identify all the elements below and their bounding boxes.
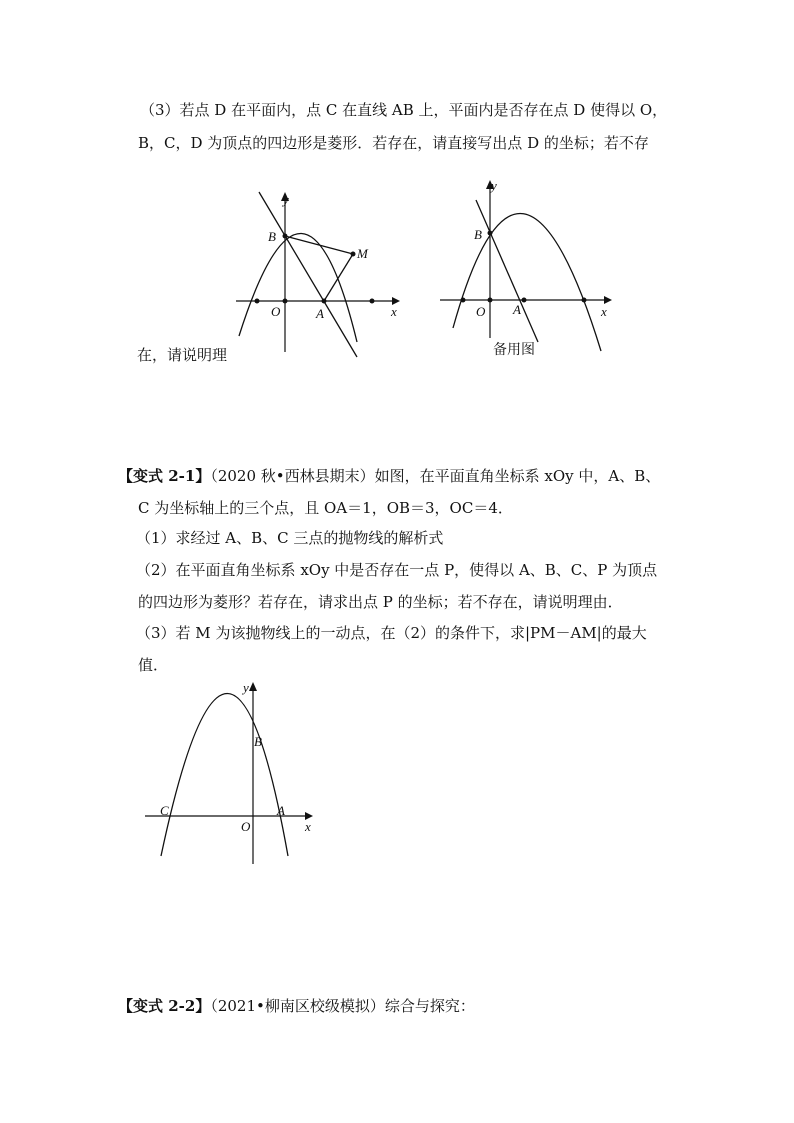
label-x: x [305,819,311,834]
variant21-q2a: （2）在平面直角坐标系 xOy 中是否存在一点 P，使得以 A、B、C、P 为顶点 [136,561,658,579]
label-b: B [474,227,482,242]
point-a [322,299,327,304]
variant21-source: （2020 秋•西林县期末）如图，在平面直角坐标系 xOy 中，A、B、 [210,467,661,485]
figure-caption: 备用图 [493,342,535,358]
point-b [488,231,493,236]
figure-1 [230,180,410,360]
segment-bm [285,236,353,254]
variant21-q2b: 的四边形为菱形？若存在，请求出点 P 的坐标；若不存在，请说明理由． [138,593,623,611]
variant21-tag: 【变式 2-1】 [118,467,211,485]
x-axis-arrow [604,296,612,304]
problem3-line3: 在，请说明理 [137,346,228,364]
label-o: O [241,819,251,834]
figure-3-graph [140,676,330,866]
variant21-q3a: （3）若 M 为该抛物线上的一动点，在（2）的条件下，求|PM－AM|的最大 [136,624,647,642]
root-left [255,299,260,304]
y-axis-arrow [249,682,257,691]
label-o: O [476,304,486,319]
figure-1-graph [230,180,410,360]
label-b: B [268,229,276,244]
point-a [522,298,527,303]
label-y: y [243,680,249,695]
variant22-line1 [118,996,475,1016]
label-y: y [491,178,497,193]
label-m: M [357,246,368,261]
label-a: A [513,302,521,317]
point-m [351,252,356,257]
figure-3 [140,676,330,866]
variant21-q1: （1）求经过 A、B、C 三点的抛物线的解析式 [136,529,444,547]
problem3-line2: B，C，D 为顶点的四边形是菱形．若存在，请直接写出点 D 的坐标；若不存 [138,134,649,152]
variant21-line2: C 为坐标轴上的三个点，且 OA＝1，OB＝3，OC＝4． [138,499,513,517]
parabola [161,694,288,857]
label-x: x [391,304,397,319]
root-left [461,298,466,303]
problem3-line1: （3）若点 D 在平面内，点 C 在直线 AB 上，平面内是否存在点 D 使得以 O， [140,101,668,119]
variant22-source: （2021•柳南区校级模拟）综合与探究： [210,997,475,1015]
line-ab [476,200,538,342]
root-right [582,298,587,303]
label-o: O [271,304,281,319]
line-ab [259,192,357,357]
point-o [488,298,493,303]
point-o [283,299,288,304]
figure-2 [435,176,620,361]
label-b: B [254,734,262,749]
label-x: x [601,304,607,319]
variant21-q3b: 值． [138,656,169,674]
point-b [283,234,288,239]
label-a: A [277,803,285,818]
label-c: C [160,803,169,818]
label-a: A [316,306,324,321]
segment-ma [324,254,353,301]
figure-2-graph [435,176,620,361]
root-right [370,299,375,304]
variant21-line1 [118,466,660,486]
variant22-tag: 【变式 2-2】 [118,997,211,1015]
label-y: y [283,192,289,207]
